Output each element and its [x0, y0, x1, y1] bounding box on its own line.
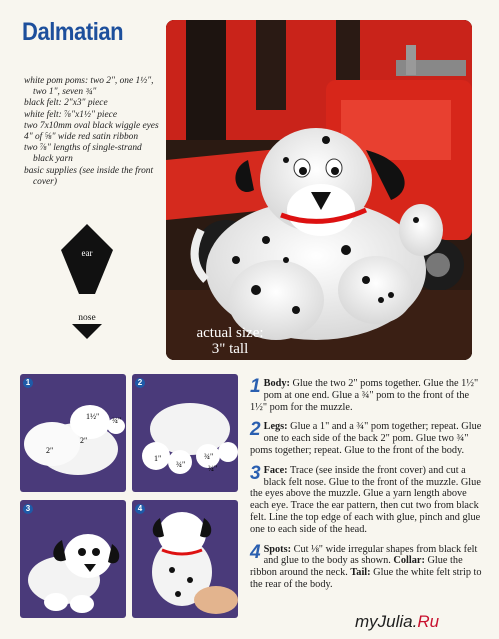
size-label: 1½": [86, 412, 100, 421]
size-label: 2": [80, 436, 88, 445]
material-item: two ⅞" lengths of single-strand black yarn: [24, 143, 142, 165]
size-label: 1": [154, 454, 162, 463]
step-number: 1: [250, 376, 261, 397]
site-watermark: [355, 612, 439, 632]
nose-pattern-label: nose: [78, 313, 96, 323]
material-item: white pom poms: two 2", one 1½", two 1", seven ¾": [24, 76, 154, 98]
step-text: Trace (see inside the front cover) and cut a black felt nose. Glue to the front of the muzzle. Glue the eyes above the muzzle. Glue a yarn length above each eye. Trace the ear pattern, then cut two from black felt. Line the top edge of each with glue, pinch and glue one to each side of the head.: [250, 464, 481, 535]
step-title: Legs:: [263, 421, 288, 433]
page-title: Dalmatian: [22, 18, 124, 46]
step-photo-4: [132, 500, 238, 618]
material-item: 4" of ⅝" wide red satin ribbon: [24, 132, 139, 143]
step-title: Spots:: [263, 543, 292, 555]
tail-title: Tail:: [350, 567, 371, 579]
ear-pattern-label: ear: [81, 248, 93, 258]
step-number: 2: [250, 419, 261, 441]
step-photo-1: [20, 374, 126, 492]
hero-caption: [170, 325, 290, 357]
ear-pattern-shape: [59, 224, 115, 296]
size-label: ¾": [112, 416, 122, 425]
step-1: [250, 378, 482, 413]
size-label: ¾": [176, 460, 186, 469]
step-text: Glue the two 2" poms together. Glue the 1½" pom at one end. Glue a ¾" pom to the front of the 1½" pom for the muzzle.: [250, 378, 479, 413]
collar-title: Collar:: [393, 555, 425, 567]
materials-list: [24, 76, 164, 188]
size-label: ¾": [204, 452, 214, 461]
material-item: white felt: ⅞"x1½" piece: [24, 109, 117, 120]
step-4: [250, 541, 482, 591]
size-label: 2": [46, 446, 54, 455]
step-title: Body:: [263, 378, 290, 389]
tail-text: Glue the white felt strip to the rear of the body.: [250, 567, 482, 590]
nose-pattern-shape: [72, 324, 102, 340]
material-item: black felt: 2"x3" piece: [24, 98, 108, 109]
step-3: [250, 462, 482, 536]
step-photo-number: 1: [23, 378, 33, 388]
step-photo-2: [132, 374, 238, 492]
caption-line-1: actual size:: [196, 325, 264, 341]
material-item: two 7x10mm oval black wiggle eyes: [24, 120, 159, 131]
step-photo-number: 2: [135, 378, 145, 388]
step-photo-number: 3: [23, 504, 33, 514]
watermark-accent: Ru: [417, 612, 440, 631]
collar-text: Glue the ribbon around the neck.: [250, 555, 463, 579]
step-text: Glue a 1" and a ¾" pom together; repeat. Glue one to each side of the back 2" pom. Glue two ¾" poms together; repeat. Glue to the front of the body.: [250, 421, 482, 456]
material-item: basic supplies (see inside the front cover): [24, 165, 154, 187]
step-2: [250, 421, 482, 456]
step-photo-3: [20, 500, 126, 618]
step-text: Cut ⅛" wide irregular shapes from black felt and glue to the body as shown.: [263, 543, 478, 567]
size-label: ¾": [208, 464, 218, 473]
caption-line-2: 3" tall: [211, 341, 249, 357]
hero-photo: [166, 20, 472, 360]
step-number: 3: [250, 462, 261, 484]
step-number: 4: [250, 541, 261, 563]
instructions: [250, 378, 482, 599]
watermark-main: myJulia.: [355, 612, 418, 631]
step-photo-number: 4: [135, 504, 145, 514]
step-title: Face:: [263, 464, 288, 476]
